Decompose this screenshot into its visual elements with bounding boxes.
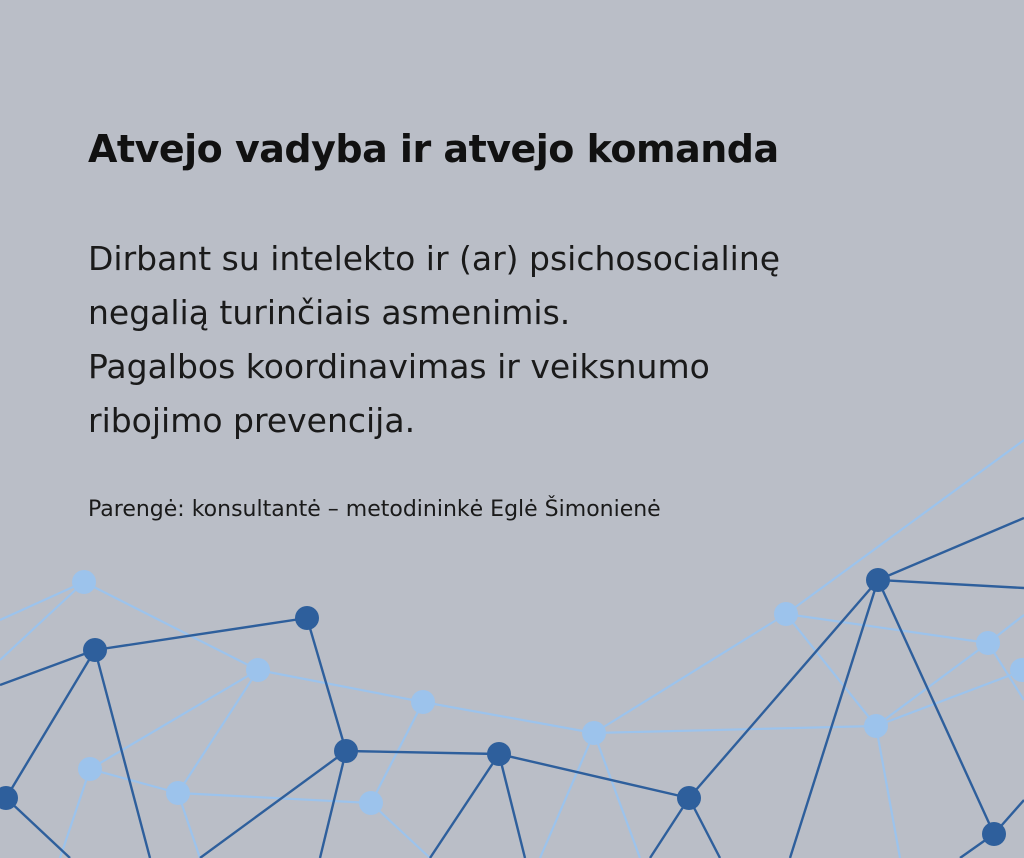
description <box>88 232 968 448</box>
dark-edges <box>0 518 1024 858</box>
description-line: negalią turinčiais asmenimis. <box>88 293 571 332</box>
dark-nodes <box>0 568 1006 846</box>
description-line: Dirbant su intelekto ir (ar) psichosocialinę <box>88 239 781 278</box>
light-nodes <box>72 570 1024 815</box>
author-credit: Parengė: konsultantė – metodininkė Eglė Šimonienė <box>88 497 661 522</box>
description-line: ribojimo prevencija. <box>88 401 416 440</box>
description-line: Pagalbos koordinavimas ir veiksnumo <box>88 347 710 386</box>
page-title: Atvejo vadyba ir atvejo komanda <box>88 127 779 171</box>
